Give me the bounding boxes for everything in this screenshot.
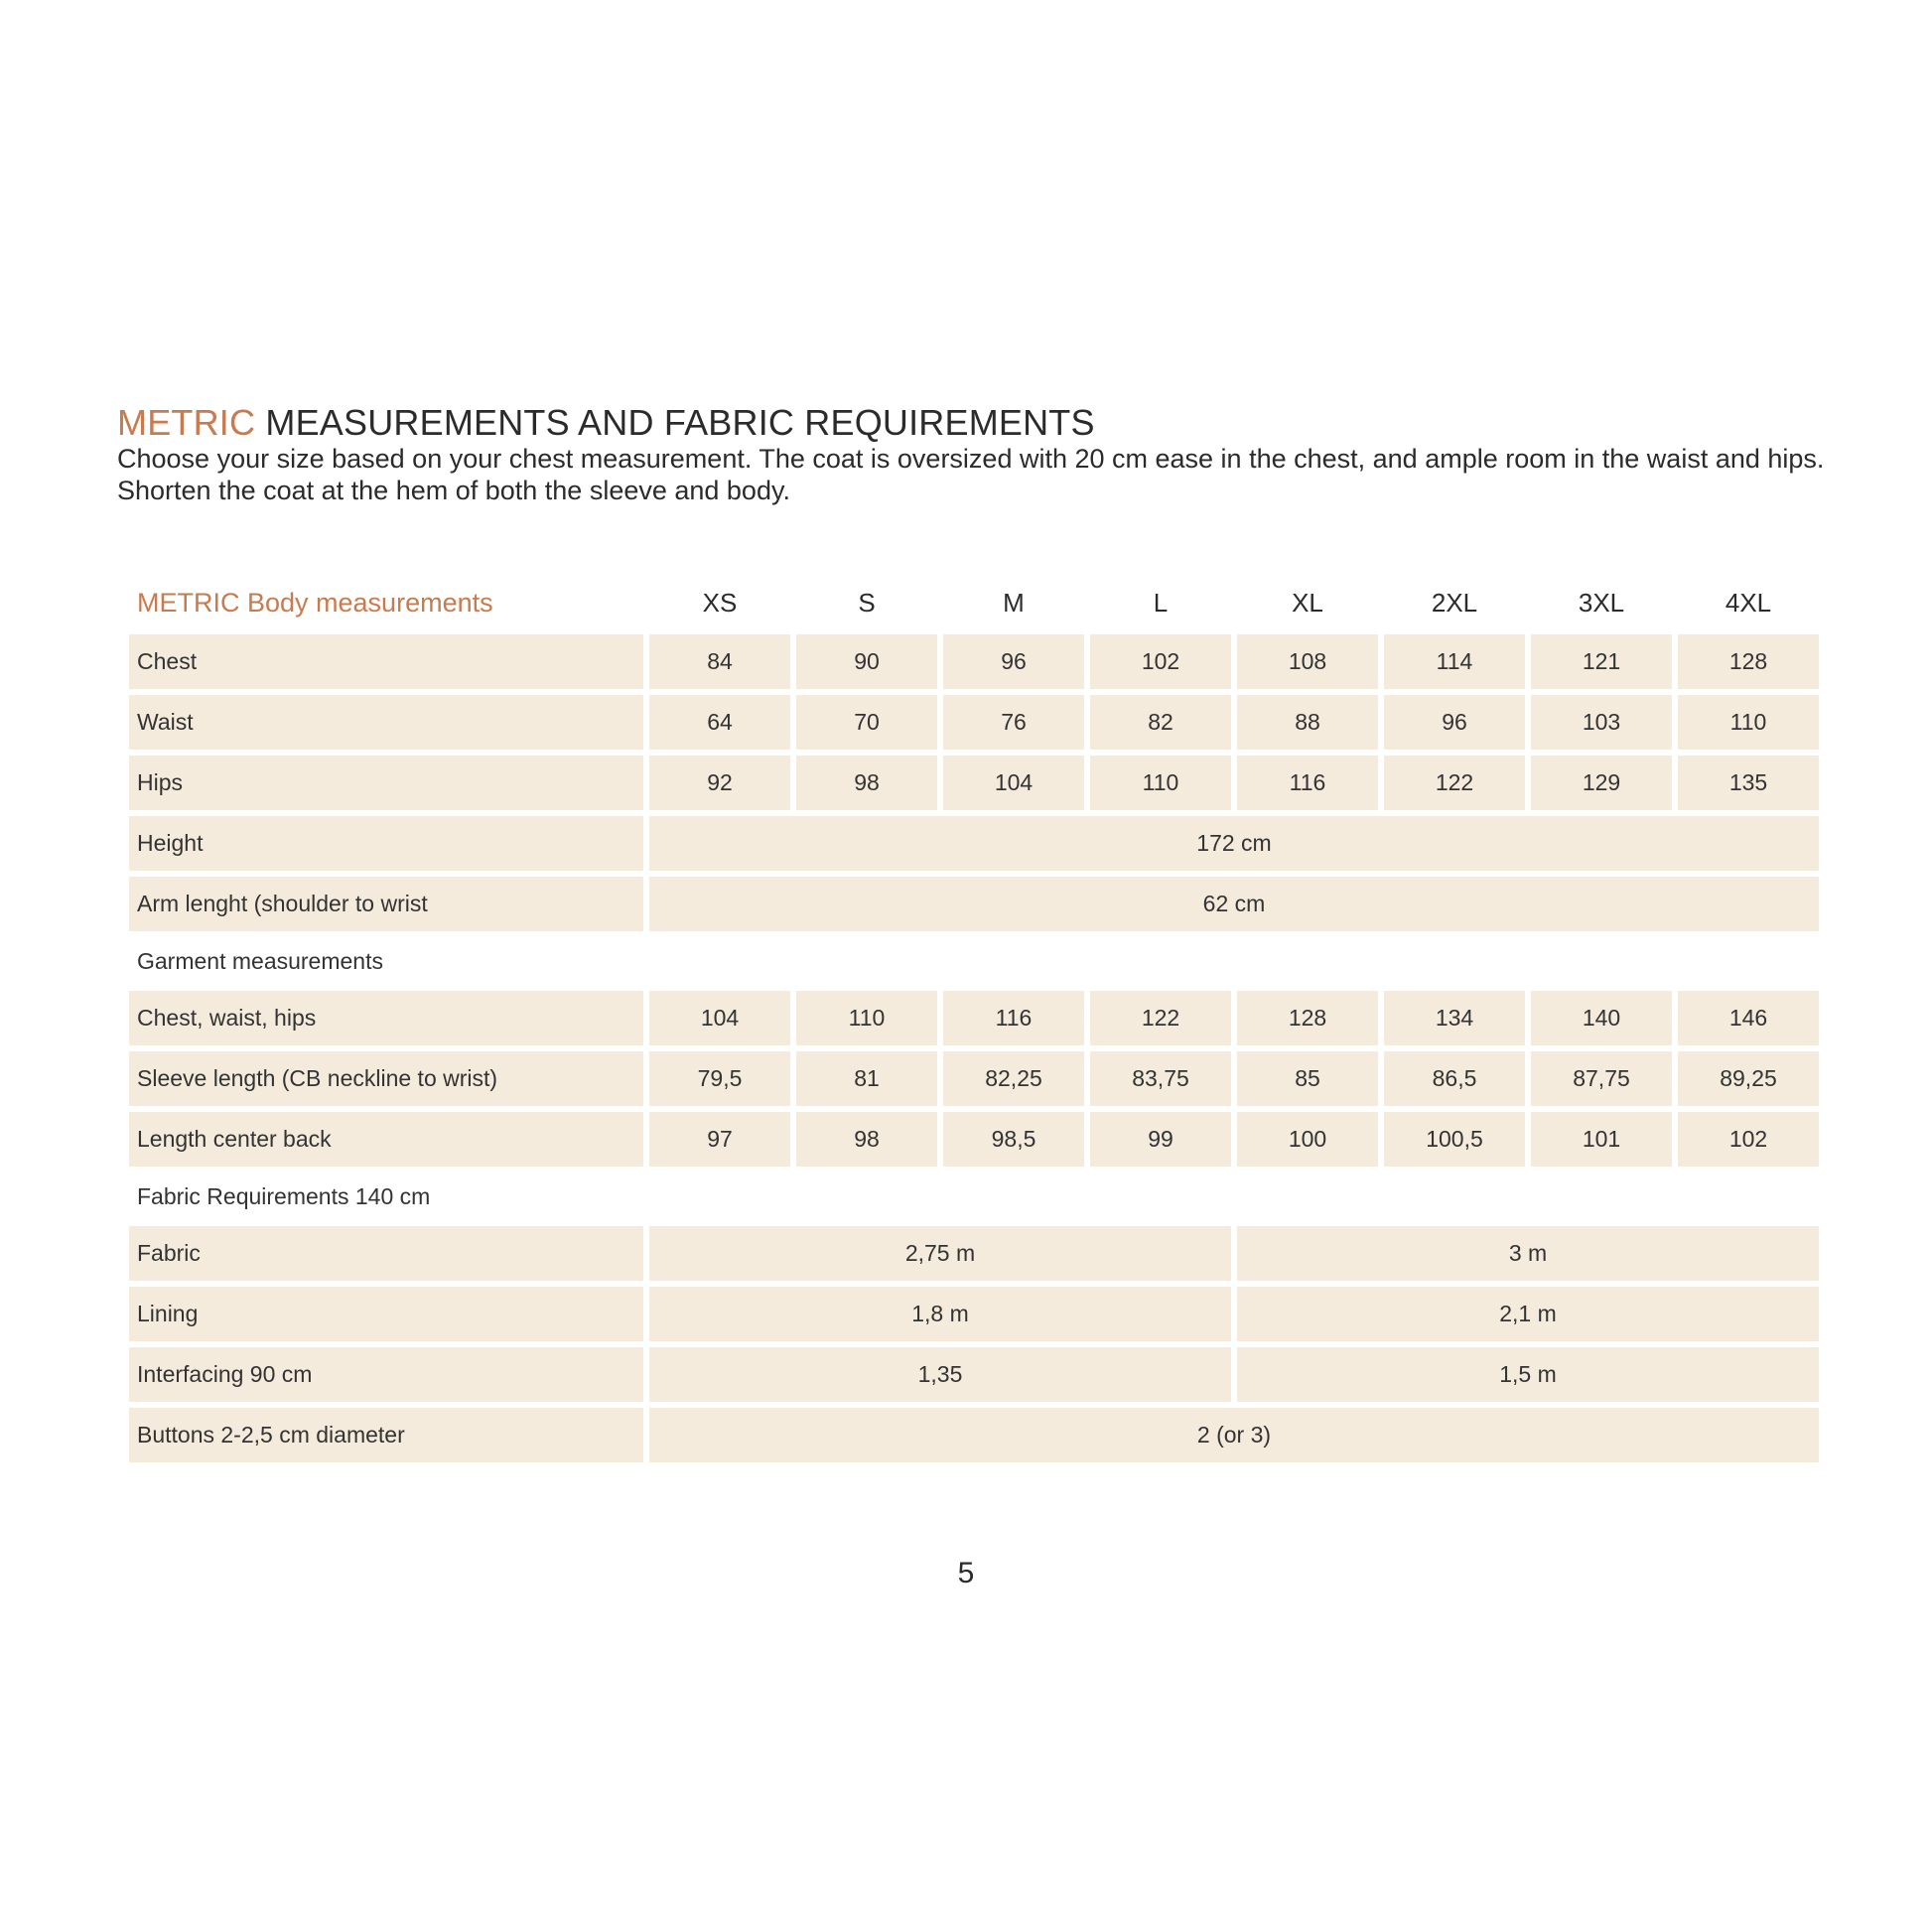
table-cell: 79,5 bbox=[649, 1051, 790, 1106]
fabric-large-sizes: 3 m bbox=[1237, 1226, 1819, 1281]
table-cell: 81 bbox=[796, 1051, 937, 1106]
table-cell: 96 bbox=[1384, 695, 1525, 750]
intro-text: Choose your size based on your chest measurement. The coat is oversized with 20 cm ease in the chest, and ample room in the waist and hips. Shorten the coat at the hem of both the sleeve and body. bbox=[117, 444, 1825, 505]
table-cell: 108 bbox=[1237, 634, 1378, 689]
size-header-3xl: 3XL bbox=[1578, 587, 1625, 618]
table-cell: 146 bbox=[1678, 991, 1819, 1045]
table-cell: 97 bbox=[649, 1112, 790, 1167]
table-cell: 134 bbox=[1384, 991, 1525, 1045]
row-label: Buttons 2-2,5 cm diameter bbox=[129, 1408, 643, 1462]
table-cell: 100 bbox=[1237, 1112, 1378, 1167]
table-cell: 87,75 bbox=[1531, 1051, 1672, 1106]
interfacing-large-sizes: 1,5 m bbox=[1237, 1347, 1819, 1402]
table-cell: 122 bbox=[1384, 756, 1525, 810]
table-row-waist bbox=[129, 695, 1819, 750]
table-row-fabric bbox=[129, 1226, 1819, 1281]
title-accent: METRIC bbox=[117, 402, 256, 443]
table-cell: 121 bbox=[1531, 634, 1672, 689]
table-cell: 96 bbox=[943, 634, 1084, 689]
table-row-lining bbox=[129, 1287, 1819, 1341]
table-cell: 102 bbox=[1090, 634, 1231, 689]
table-cell: 82,25 bbox=[943, 1051, 1084, 1106]
table-cell: 85 bbox=[1237, 1051, 1378, 1106]
fabric-small-sizes: 2,75 m bbox=[649, 1226, 1231, 1281]
table-cell: 140 bbox=[1531, 991, 1672, 1045]
table-cell: 110 bbox=[1090, 756, 1231, 810]
row-label: Sleeve length (CB neckline to wrist) bbox=[129, 1051, 643, 1106]
interfacing-small-sizes: 1,35 bbox=[649, 1347, 1231, 1402]
table-cell: 82 bbox=[1090, 695, 1231, 750]
table-cell: 122 bbox=[1090, 991, 1231, 1045]
garment-measurements-heading: Garment measurements bbox=[137, 947, 383, 974]
fabric-requirements-heading: Fabric Requirements 140 cm bbox=[137, 1182, 431, 1209]
table-row-hips bbox=[129, 756, 1819, 810]
table-cell: 116 bbox=[1237, 756, 1378, 810]
table-row-length-center-back bbox=[129, 1112, 1819, 1167]
table-cell: 102 bbox=[1678, 1112, 1819, 1167]
table-cell: 104 bbox=[943, 756, 1084, 810]
table-cell: 86,5 bbox=[1384, 1051, 1525, 1106]
lining-small-sizes: 1,8 m bbox=[649, 1287, 1231, 1341]
table-cell: 104 bbox=[649, 991, 790, 1045]
row-label: Interfacing 90 cm bbox=[129, 1347, 643, 1402]
table-row-sleeve-length bbox=[129, 1051, 1819, 1106]
table-row-height bbox=[129, 816, 1819, 871]
table-row-chest bbox=[129, 634, 1819, 689]
table-cell: 98 bbox=[796, 1112, 937, 1167]
table-cell: 116 bbox=[943, 991, 1084, 1045]
size-header-xs: XS bbox=[702, 587, 738, 618]
table-cell: 83,75 bbox=[1090, 1051, 1231, 1106]
measurements-table bbox=[123, 571, 1825, 1468]
table-cell: 129 bbox=[1531, 756, 1672, 810]
table-cell: 70 bbox=[796, 695, 937, 750]
table-cell: 92 bbox=[649, 756, 790, 810]
table-cell: 128 bbox=[1237, 991, 1378, 1045]
row-label: Arm lenght (shoulder to wrist bbox=[129, 877, 643, 931]
table-cell: 101 bbox=[1531, 1112, 1672, 1167]
table-row-chest-waist-hips bbox=[129, 991, 1819, 1045]
table-cell: 88 bbox=[1237, 695, 1378, 750]
table-cell: 84 bbox=[649, 634, 790, 689]
lining-large-sizes: 2,1 m bbox=[1237, 1287, 1819, 1341]
table-cell: 98 bbox=[796, 756, 937, 810]
table-row-buttons bbox=[129, 1408, 1819, 1462]
buttons-value: 2 (or 3) bbox=[649, 1408, 1819, 1462]
table-cell: 98,5 bbox=[943, 1112, 1084, 1167]
size-header-2xl: 2XL bbox=[1431, 587, 1478, 618]
size-header-4xl: 4XL bbox=[1725, 587, 1772, 618]
row-label: Waist bbox=[129, 695, 643, 750]
table-cell: 110 bbox=[796, 991, 937, 1045]
table-row-arm-length bbox=[129, 877, 1819, 931]
table-row-interfacing bbox=[129, 1347, 1819, 1402]
table-cell: 99 bbox=[1090, 1112, 1231, 1167]
page-title bbox=[117, 402, 1095, 444]
size-header-s: S bbox=[858, 587, 876, 618]
table-cell: 64 bbox=[649, 695, 790, 750]
table-cell: 89,25 bbox=[1678, 1051, 1819, 1106]
body-measurements-heading: METRIC Body measurements bbox=[137, 587, 493, 618]
arm-length-value: 62 cm bbox=[649, 877, 1819, 931]
table-cell: 90 bbox=[796, 634, 937, 689]
size-header-xl: XL bbox=[1292, 587, 1323, 618]
table-cell: 100,5 bbox=[1384, 1112, 1525, 1167]
table-cell: 103 bbox=[1531, 695, 1672, 750]
table-cell: 128 bbox=[1678, 634, 1819, 689]
row-label: Hips bbox=[129, 756, 643, 810]
title-rest: MEASUREMENTS AND FABRIC REQUIREMENTS bbox=[265, 402, 1095, 443]
size-header-m: M bbox=[1003, 587, 1025, 618]
fabric-section-row bbox=[129, 1173, 1819, 1220]
size-header-row bbox=[129, 577, 1819, 628]
size-header-l: L bbox=[1153, 587, 1169, 618]
row-label: Fabric bbox=[129, 1226, 643, 1281]
table-cell: 135 bbox=[1678, 756, 1819, 810]
row-label: Chest bbox=[129, 634, 643, 689]
table-cell: 114 bbox=[1384, 634, 1525, 689]
page-number: 5 bbox=[957, 1557, 975, 1589]
garment-section-row bbox=[129, 937, 1819, 985]
row-label: Lining bbox=[129, 1287, 643, 1341]
row-label: Length center back bbox=[129, 1112, 643, 1167]
table-cell: 76 bbox=[943, 695, 1084, 750]
height-value: 172 cm bbox=[649, 816, 1819, 871]
table-cell: 110 bbox=[1678, 695, 1819, 750]
row-label: Height bbox=[129, 816, 643, 871]
row-label: Chest, waist, hips bbox=[129, 991, 643, 1045]
